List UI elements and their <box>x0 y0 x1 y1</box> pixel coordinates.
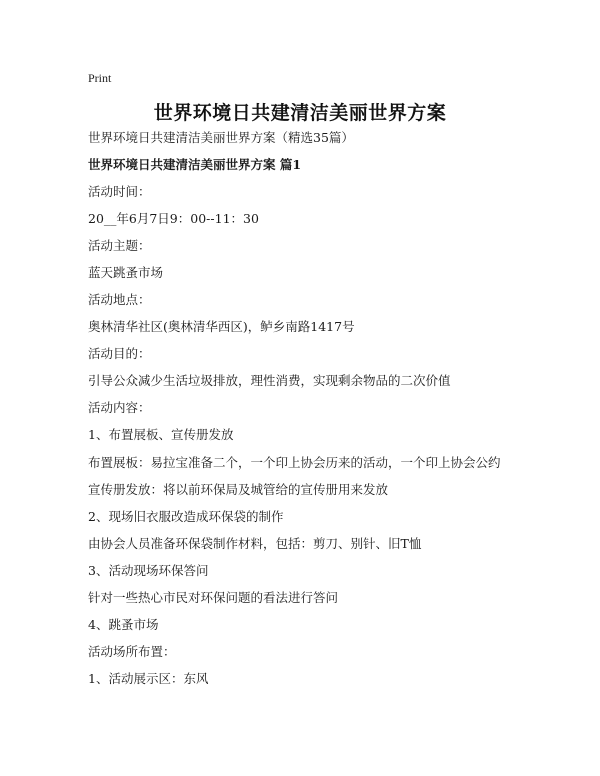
body-line: 布置展板：易拉宝准备二个，一个印上协会历来的活动，一个印上协会公约 <box>88 455 501 470</box>
body-line: 活动内容： <box>88 400 151 415</box>
body-line: 由协会人员准备环保袋制作材料，包括：剪刀、别针、旧T恤 <box>88 536 422 551</box>
body-line: 奥林清华社区(奥林清华西区)，鲈乡南路1417号 <box>88 319 355 334</box>
section-heading: 世界环境日共建清洁美丽世界方案 篇1 <box>88 157 302 172</box>
body-line: 活动主题： <box>88 238 151 253</box>
body-line: 蓝天跳蚤市场 <box>88 265 164 280</box>
print-link[interactable]: Print <box>88 71 112 85</box>
body-line: 活动时间： <box>88 184 151 199</box>
body-line: 引导公众减少生活垃圾排放，理性消费，实现剩余物品的二次价值 <box>88 373 451 388</box>
document-title: 世界环境日共建清洁美丽世界方案 <box>153 102 447 124</box>
body-line: 1、活动展示区：东风 <box>88 671 209 686</box>
body-line: 3、活动现场环保答问 <box>88 563 209 578</box>
body-line: 1、布置展板、宣传册发放 <box>88 427 234 442</box>
body-line: 4、跳蚤市场 <box>88 617 159 632</box>
body-line: 活动地点： <box>88 292 151 307</box>
body-line: 针对一些热心市民对环保问题的看法进行答问 <box>88 590 339 605</box>
body-line: 活动场所布置： <box>88 644 176 659</box>
body-line: 活动目的： <box>88 346 151 361</box>
body-line: 2、现场旧衣服改造成环保袋的制作 <box>88 509 284 524</box>
body-line: 20__年6月7日9：00--11：30 <box>88 211 259 226</box>
body-line: 世界环境日共建清洁美丽世界方案（精选35篇） <box>88 130 354 145</box>
body-line: 宣传册发放：将以前环保局及城管给的宣传册用来发放 <box>88 482 389 497</box>
